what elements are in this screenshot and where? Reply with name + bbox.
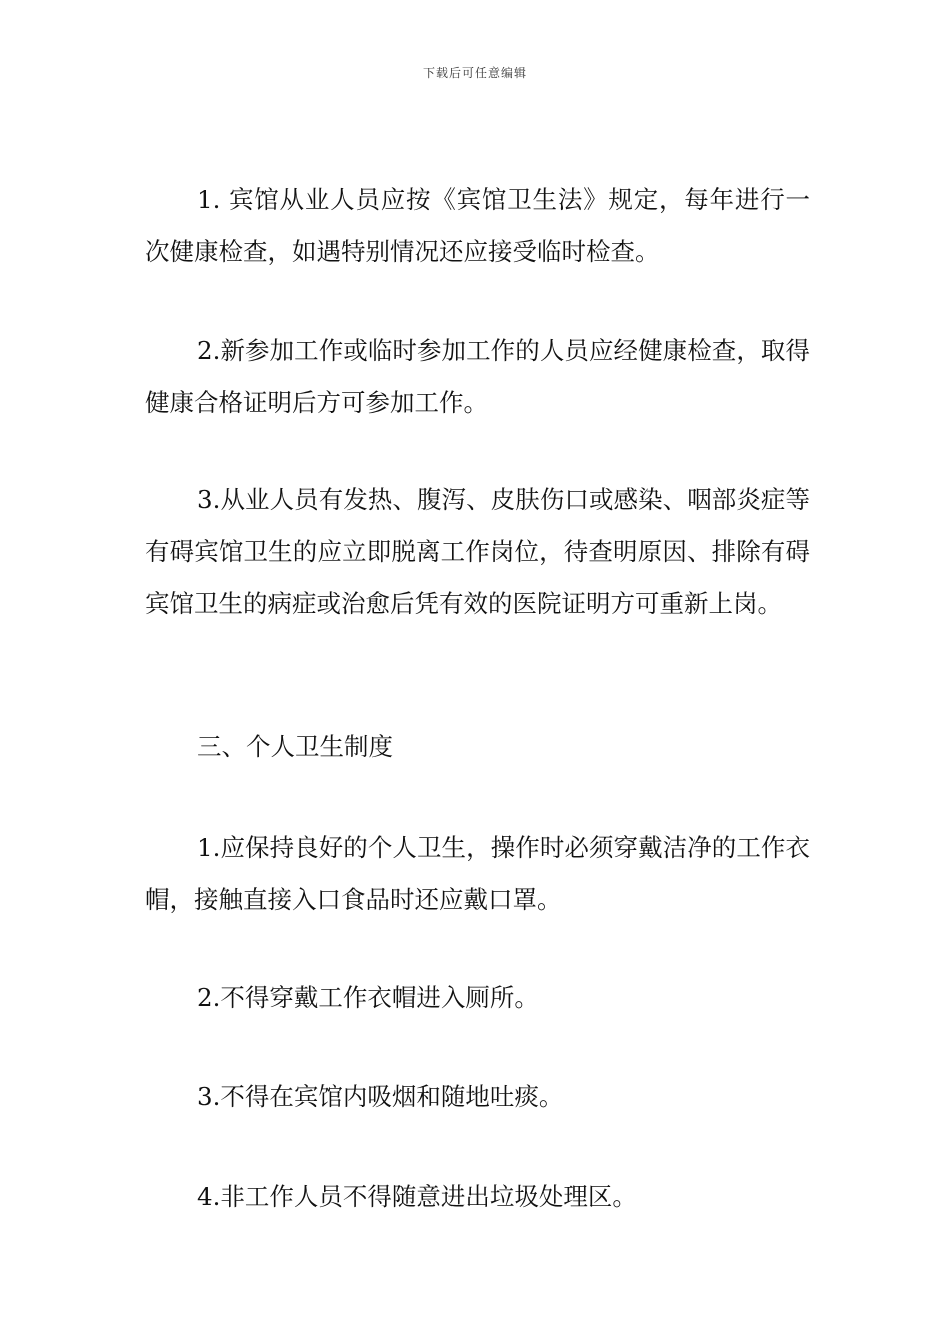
paragraph-3: 3.从业人员有发热、腹泻、皮肤伤口或感染、咽部炎症等有碍宾馆卫生的应立即脱离工作岗位，待查明原因、排除有碍宾馆卫生的病症或治愈后凭有效的医院证明方可重新上岗。 <box>145 485 810 618</box>
paragraph-1: 1. 宾馆从业人员应按《宾馆卫生法》规定，每年进行一次健康检查，如遇特别情况还应接受临时检查。 <box>145 185 810 266</box>
page-header: 下载后可任意编辑 <box>422 66 527 80</box>
paragraph-2: 2.新参加工作或临时参加工作的人员应经健康检查，取得健康合格证明后方可参加工作。 <box>145 336 810 417</box>
paragraph-6: 3.不得在宾馆内吸烟和随地吐痰。 <box>197 1082 564 1111</box>
paragraph-4: 1.应保持良好的个人卫生，操作时必须穿戴洁净的工作衣帽，接触直接入口食品时还应戴口罩。 <box>145 833 810 914</box>
section-heading: 三、个人卫生制度 <box>197 732 393 761</box>
paragraph-5: 2.不得穿戴工作衣帽进入厕所。 <box>197 983 539 1012</box>
paragraph-7: 4.非工作人员不得随意进出垃圾处理区。 <box>197 1182 637 1211</box>
